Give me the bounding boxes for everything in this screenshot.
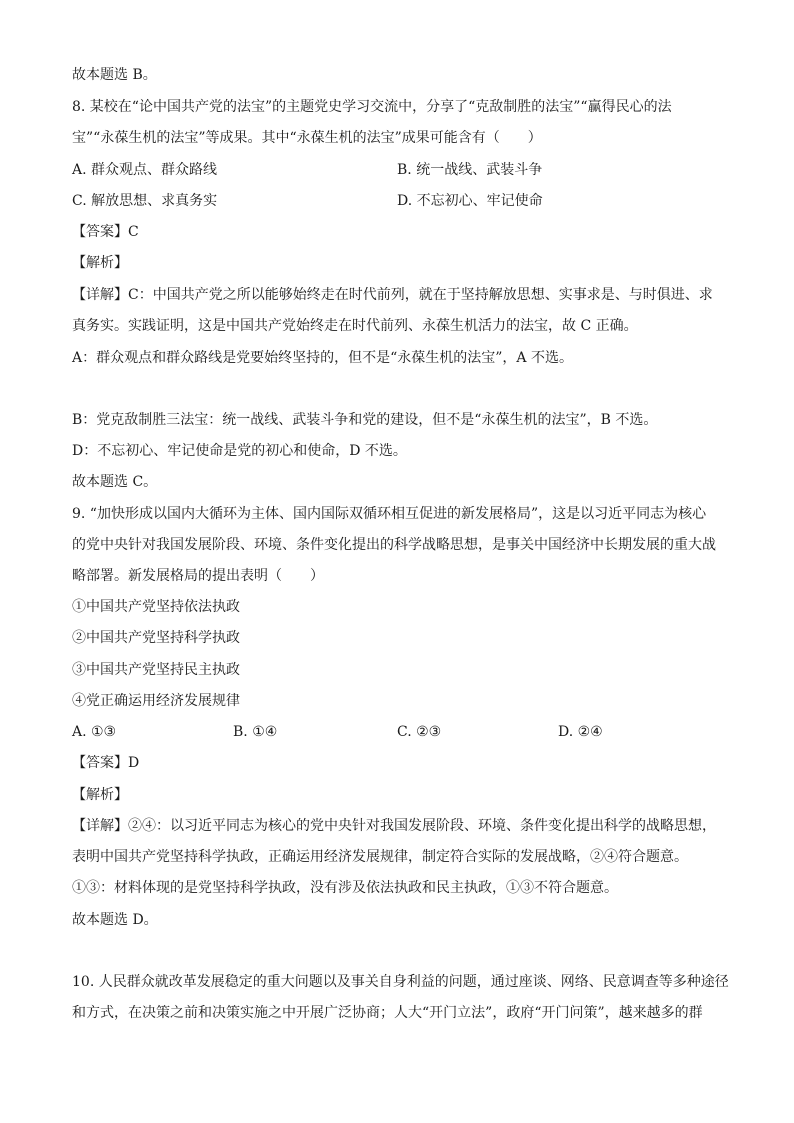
question-9-explanation-line-2: 表明中国共产党坚持科学执政，正确运用经济发展规律，制定符合实际的发展战略，②④符合题意。 (72, 849, 688, 865)
conclusion-q8: 故本题选 C。 (72, 474, 158, 490)
question-9-stem-line-3: 略部署。新发展格局的提出表明（ ） (72, 568, 324, 584)
question-9-option-c: C. ②③ (397, 724, 442, 740)
conclusion-q7: 故本题选 B。 (72, 67, 157, 83)
question-9-option-a: A. ①③ (72, 724, 117, 740)
question-8-explanation-option-a: A：群众观点和群众路线是党要始终坚持的，但不是“永葆生机的法宝”，A 不选。 (72, 350, 573, 366)
question-8-stem-line-2: 宝”“永葆生机的法宝”等成果。其中“永葆生机的法宝”成果可能含有（ ） (72, 130, 542, 146)
question-9-stem-line-1: 9. “加快形成以国内大循环为主体、国内国际双循环相互促进的新发展格局”，这是以习近平同志为核心 (72, 506, 707, 522)
question-8-explanation-line-2: 真务实。实践证明，这是中国共产党始终走在时代前列、永葆生机活力的法宝，故 C 正确。 (72, 318, 638, 334)
question-9-answer: 【答案】D (72, 755, 140, 771)
question-9-statement-3: ③中国共产党坚持民主执政 (72, 662, 240, 678)
question-9-option-d: D. ②④ (558, 724, 603, 740)
question-9-explanation-line-1: 【详解】②④：以习近平同志为核心的党中央针对我国发展阶段、环境、条件变化提出科学的战略思想， (72, 818, 716, 834)
question-9-statement-4: ④党正确运用经济发展规律 (72, 693, 240, 709)
question-9-explanation-line-3: ①③：材料体现的是党坚持科学执政，没有涉及依法执政和民主执政，①③不符合题意。 (72, 880, 618, 896)
question-8-option-c: C. 解放思想、求真务实 (72, 193, 218, 209)
question-8-explanation-option-b: B：党克敌制胜三法宝：统一战线、武装斗争和党的建设，但不是“永葆生机的法宝”，B 不选。 (72, 412, 658, 428)
question-8-option-d: D. 不忘初心、牢记使命 (397, 193, 543, 209)
question-8-stem-line-1: 8. 某校在“论中国共产党的法宝”的主题党史学习交流中，分享了“克敌制胜的法宝”“赢得民心的法 (72, 99, 672, 115)
question-9-analysis-heading: 【解析】 (72, 787, 128, 803)
question-10-stem-line-2: 和方式，在决策之前和决策实施之中开展广泛协商；人大“开门立法”，政府“开门问策”，越来越多的群 (72, 1005, 703, 1021)
question-8-answer: 【答案】C (72, 224, 139, 240)
question-10-stem-line-1: 10. 人民群众就改革发展稳定的重大问题以及事关自身利益的问题，通过座谈、网络、民意调查等多种途径 (72, 974, 729, 990)
question-9-option-b: B. ①④ (233, 724, 278, 740)
question-8-explanation-line-1: 【详解】C：中国共产党之所以能够始终走在时代前列，就在于坚持解放思想、实事求是、与时俱进、求 (72, 287, 713, 303)
question-8-analysis-heading: 【解析】 (72, 255, 128, 271)
question-8-option-b: B. 统一战线、武装斗争 (397, 162, 543, 178)
question-9-stem-line-2: 的党中央针对我国发展阶段、环境、条件变化提出的科学战略思想，是事关中国经济中长期发展的重大战 (72, 537, 716, 553)
conclusion-q9: 故本题选 D。 (72, 912, 158, 928)
question-9-statement-2: ②中国共产党坚持科学执政 (72, 630, 240, 646)
question-8-option-a: A. 群众观点、群众路线 (72, 162, 218, 178)
question-8-explanation-option-d: D：不忘初心、牢记使命是党的初心和使命，D 不选。 (72, 443, 407, 459)
question-9-statement-1: ①中国共产党坚持依法执政 (72, 599, 240, 615)
